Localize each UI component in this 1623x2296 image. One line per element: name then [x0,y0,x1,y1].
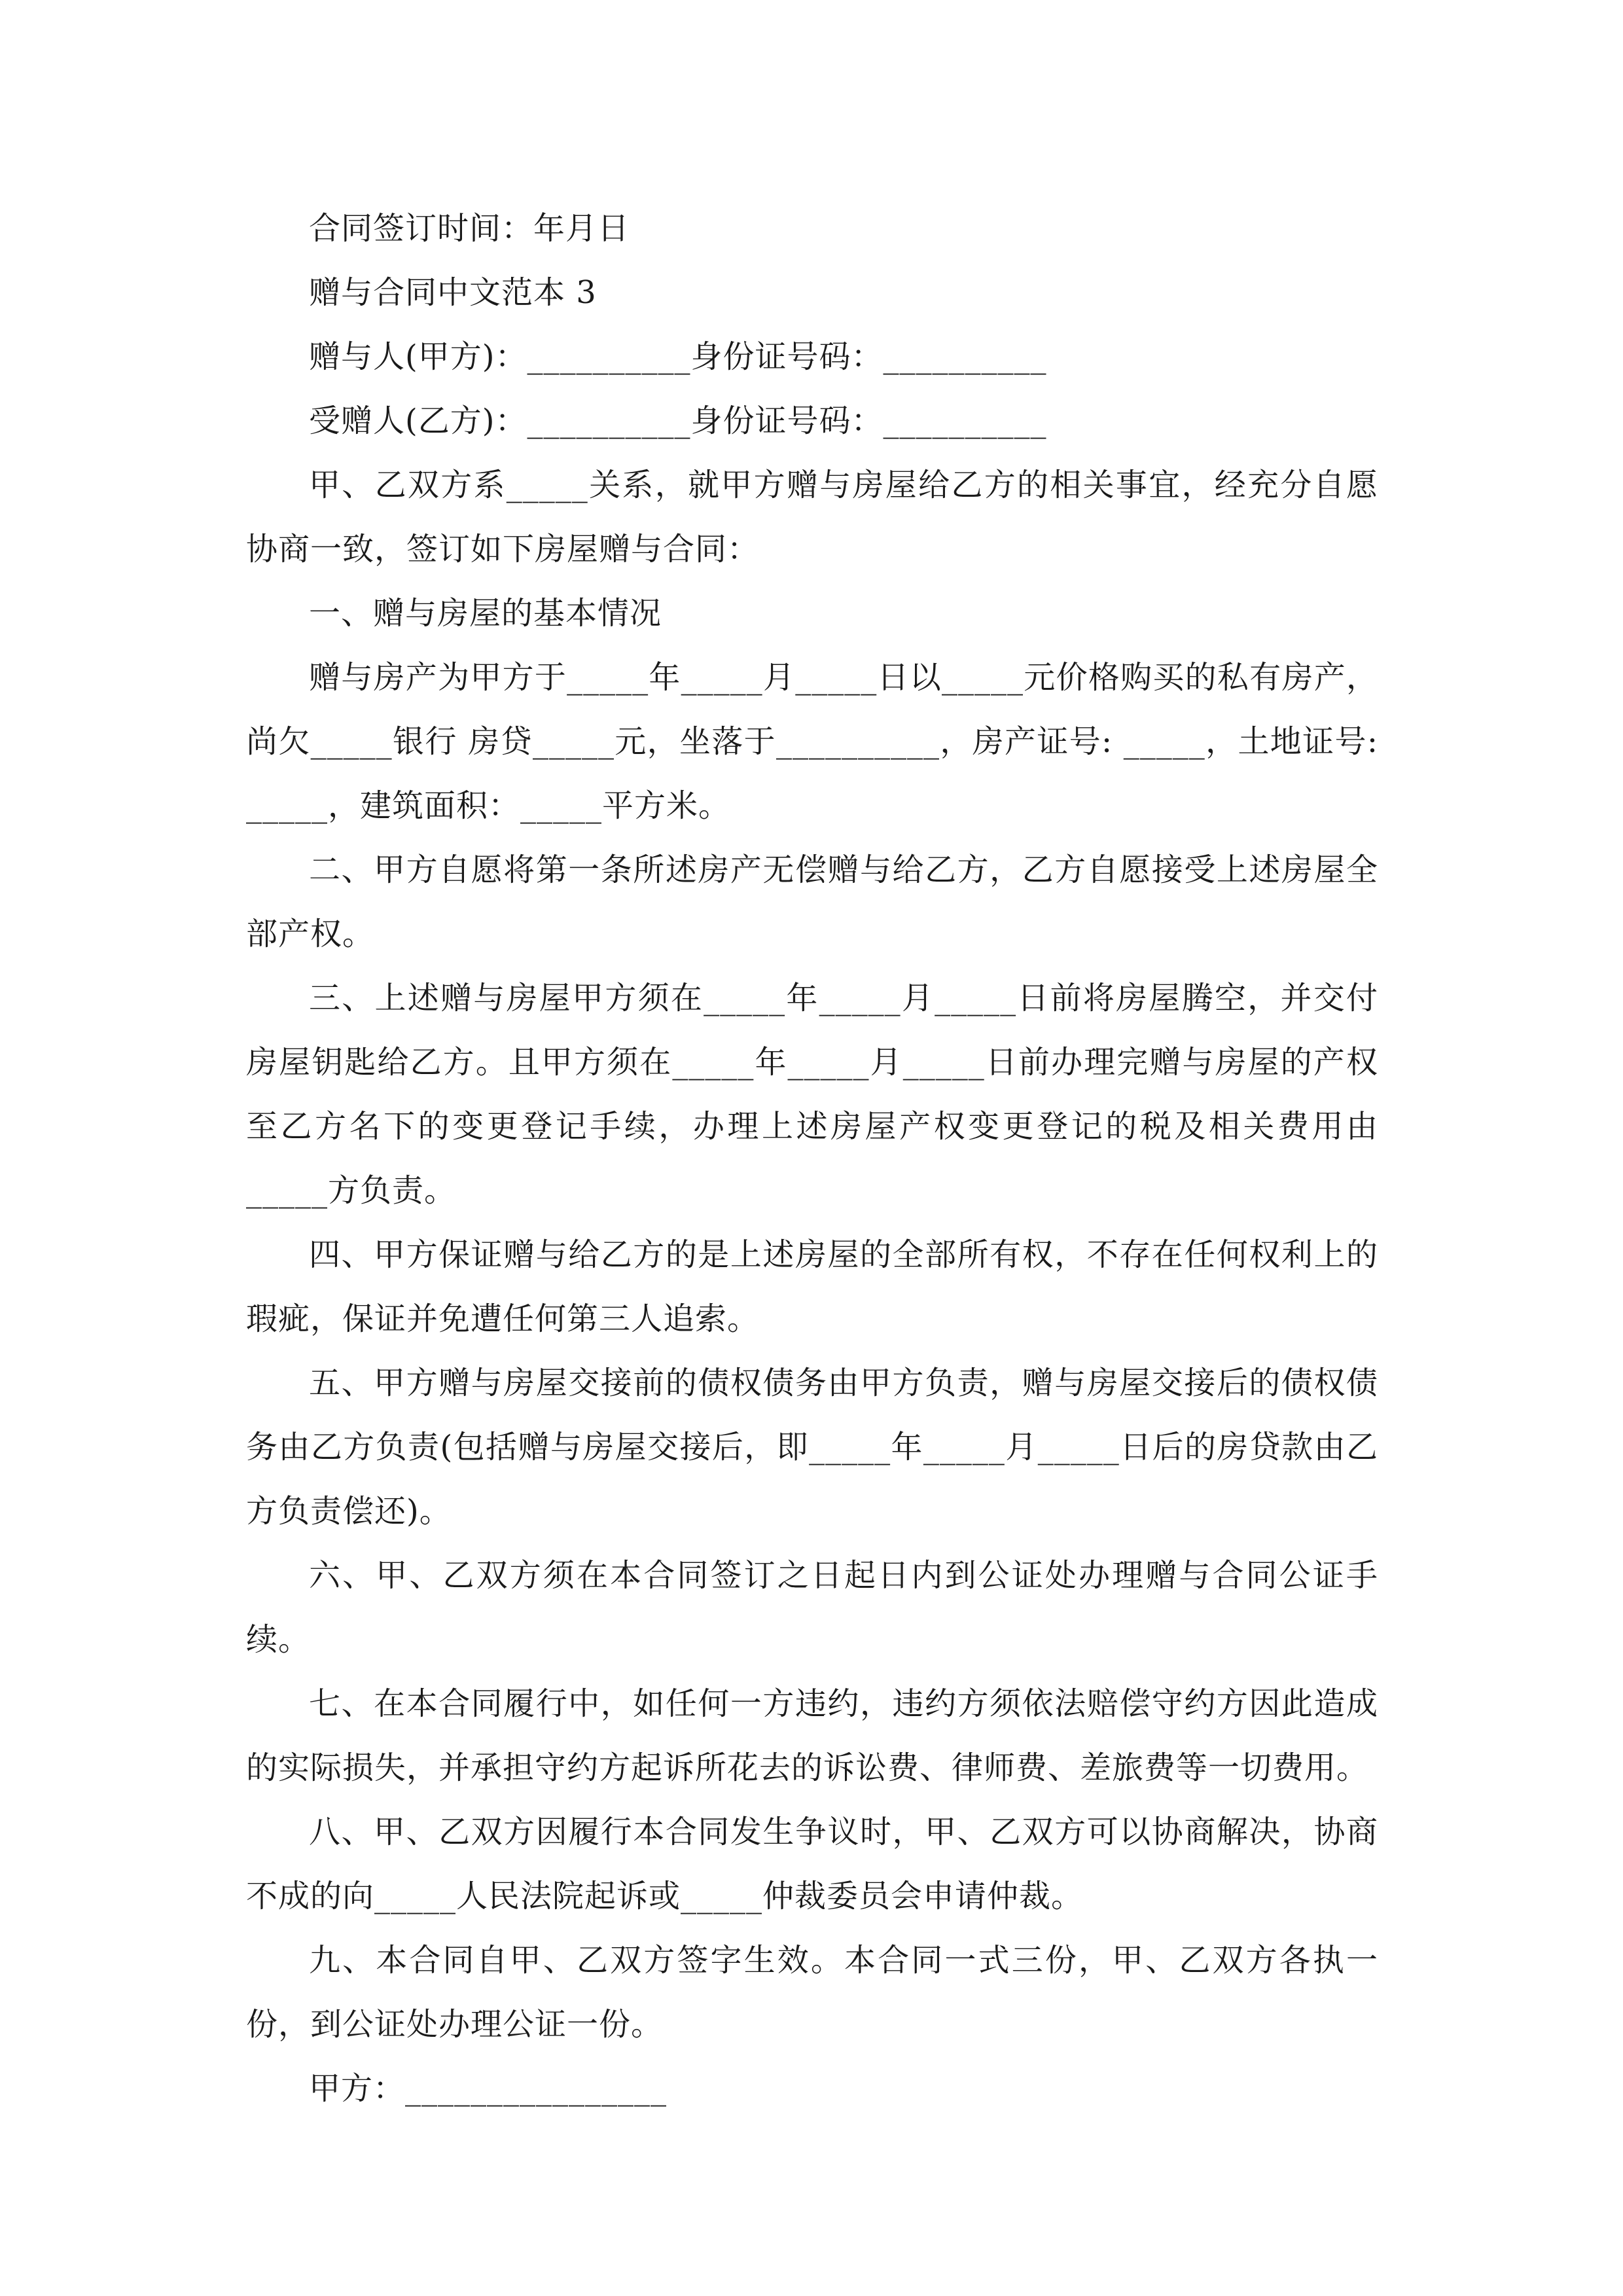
clause-5: 五、甲方赠与房屋交接前的债权债务由甲方负责，赠与房屋交接后的债权债务由乙方负责(包括赠与房屋交接后，即_____年_____月_____日后的房贷款由乙方负责偿还)。 [246,1365,1378,1530]
document-body [246,196,1389,2121]
clause-9: 九、本合同自甲、乙双方签字生效。本合同一式三份，甲、乙双方各执一份，到公证处办理公证一份。 [246,1942,1378,2043]
donee-line: 受赠人(乙方)：__________身份证号码：__________ [309,403,1047,439]
clause-4: 四、甲方保证赠与给乙方的是上述房屋的全部所有权，不存在任何权利上的瑕疵，保证并免遭任何第三人追索。 [246,1236,1378,1337]
signing-time: 合同签订时间：年月日 [309,210,630,247]
clause-2: 二、甲方自愿将第一条所述房产无偿赠与给乙方，乙方自愿接受上述房屋全部产权。 [246,852,1378,952]
clause-3: 三、上述赠与房屋甲方须在_____年_____月_____日前将房屋腾空，并交付房屋钥匙给乙方。且甲方须在_____年_____月_____日前办理完赠与房屋的产权至乙方名下的变更登记手续，办理上述房屋产权变更登记的税及相关费用由_____方负责。 [246,980,1378,1209]
clause-8: 八、甲、乙双方因履行本合同发生争议时，甲、乙双方可以协商解决，协商不成的向_____人民法院起诉或_____仲裁委员会申请仲裁。 [246,1814,1378,1914]
sample-title: 赠与合同中文范本 3 [309,274,597,311]
section-1-body: 赠与房产为甲方于_____年_____月_____日以_____元价格购买的私有房产，尚欠_____银行 房贷_____元，坐落于__________，房产证号: _____，土地证号: _____，建筑面积：_____平方米。 [246,659,1389,824]
preamble: 甲、乙双方系_____关系，就甲方赠与房屋给乙方的相关事宜，经充分自愿协商一致，签订如下房屋赠与合同： [246,467,1378,567]
party-a-signature: 甲方：________________ [309,2070,668,2107]
donor-line: 赠与人(甲方)：__________身份证号码：__________ [309,338,1047,375]
clause-6: 六、甲、乙双方须在本合同签订之日起日内到公证处办理赠与合同公证手续。 [246,1557,1378,1658]
section-1-heading: 一、赠与房屋的基本情况 [309,595,662,632]
clause-7: 七、在本合同履行中，如任何一方违约，违约方须依法赔偿守约方因此造成的实际损失，并承担守约方起诉所花去的诉讼费、律师费、差旅费等一切费用。 [246,1685,1378,1786]
